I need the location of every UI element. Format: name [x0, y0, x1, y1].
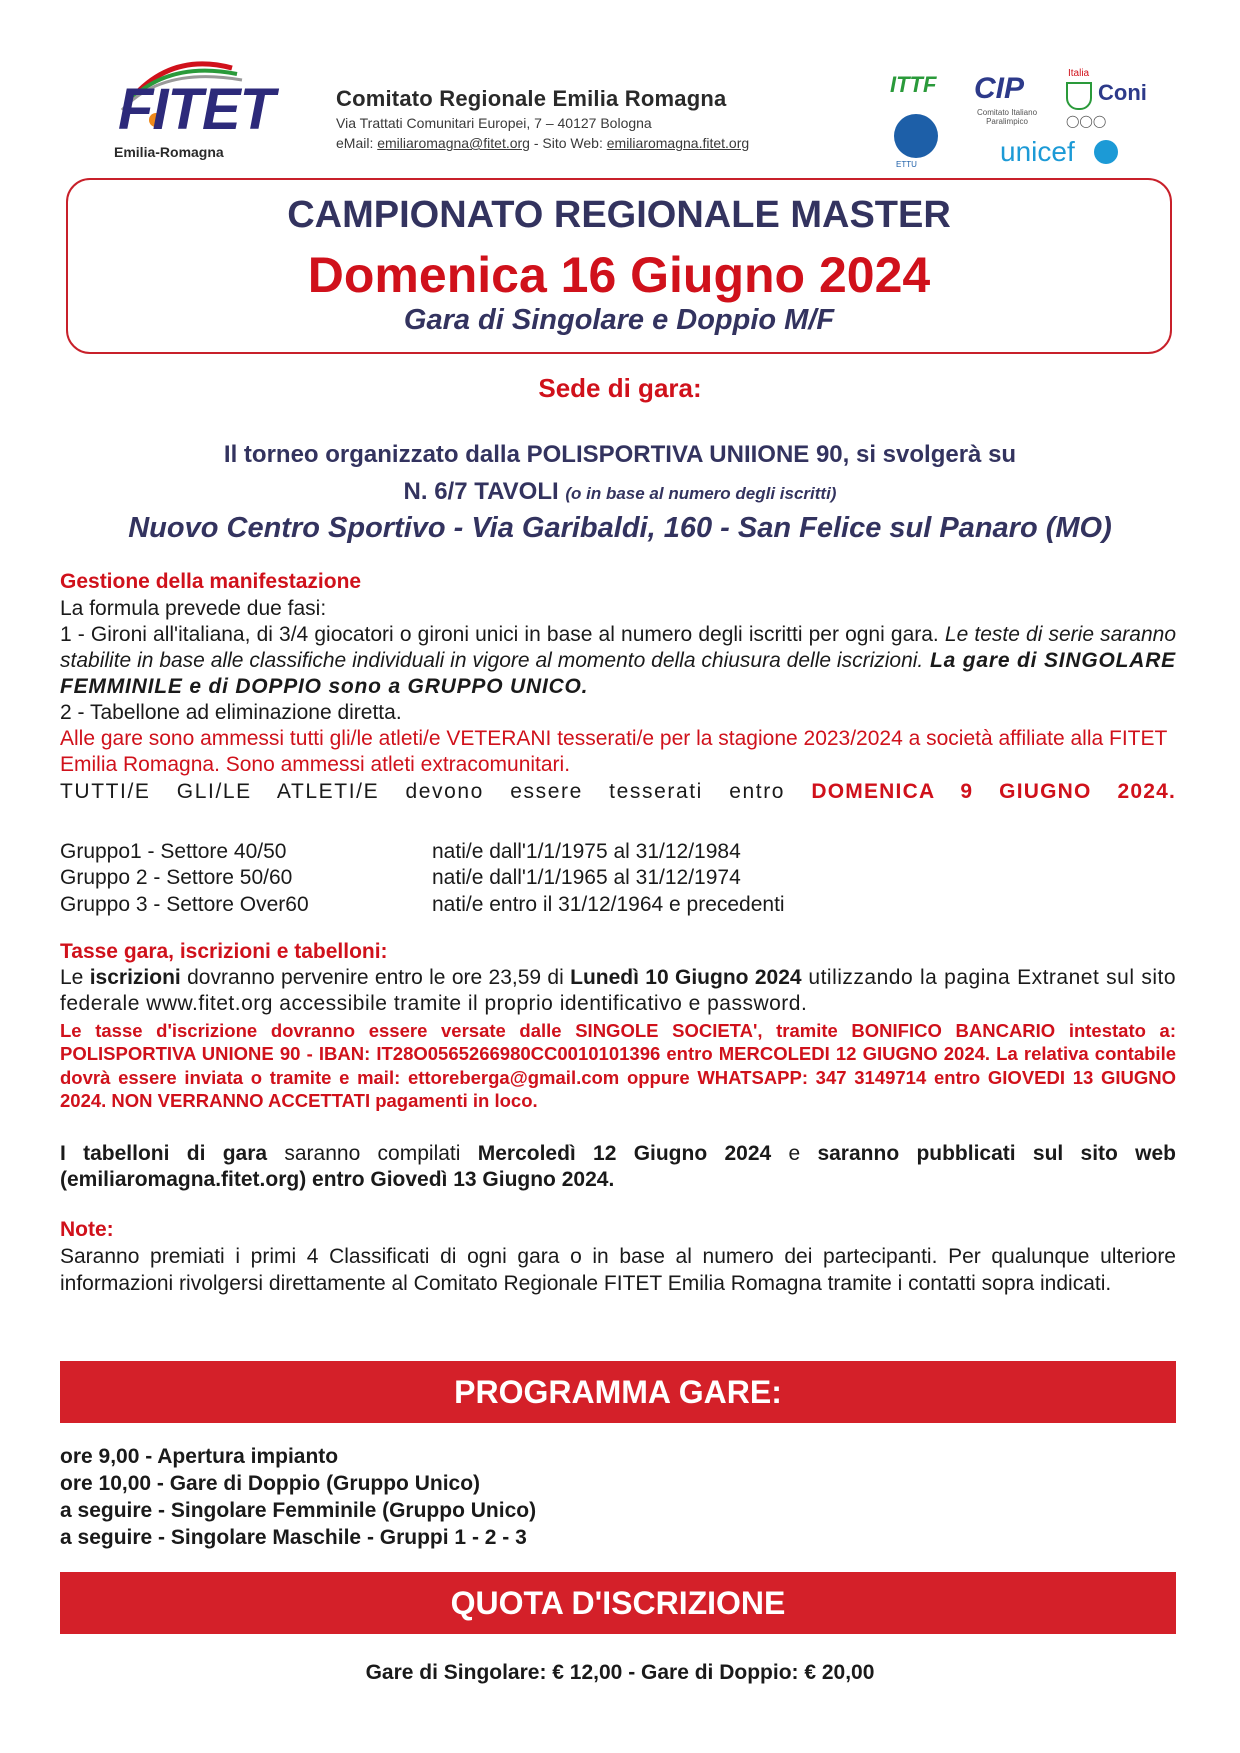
unicef-logo: unicef: [1000, 136, 1075, 167]
quota-text: Gare di Singolare: € 12,00 - Gare di Doppio: € 20,00: [365, 1661, 875, 1684]
gestione-tesseramento: TUTTI/E GLI/LE ATLETI/E devono essere tesserati entro DOMENICA 9 GIUGNO 2024.: [60, 780, 1176, 803]
ettu-label: ETTU: [896, 160, 917, 169]
programma-item: a seguire - Singolare Femminile (Gruppo Unico): [60, 1499, 537, 1522]
logo-wordmark: FITET: [118, 77, 275, 142]
italia-label: Italia: [1068, 68, 1090, 79]
web-link[interactable]: emiliaromagna.fitet.org: [606, 135, 750, 151]
gestione-intro: La formula prevede due fasi:: [60, 597, 327, 620]
olympic-rings-icon: ◯◯◯: [1066, 114, 1107, 128]
venue-heading: Sede di gara:: [538, 373, 702, 403]
mail-link[interactable]: emiliaromagna@fitet.org: [377, 135, 530, 151]
ittf-logo: ITTF: [890, 72, 937, 97]
tasse-tabelloni: I tabelloni di gara saranno compilati Mercoledì 12 Giugno 2024 e saranno pubblicati sul sito web (emiliaromagna.fitet.org) entro Giovedì 13 Giugno 2024.: [60, 1142, 1176, 1191]
quota-banner: QUOTA D'ISCRIZIONE: [60, 1572, 1176, 1634]
cip-logo: CIP: [974, 72, 1025, 105]
fitet-logo: [112, 58, 332, 166]
committee-title: Comitato Regionale Emilia Romagna: [336, 86, 727, 111]
group-1-range: nati/e dall'1/1/1975 al 31/12/1984: [432, 840, 741, 863]
unicef-globe-icon: [1094, 140, 1118, 164]
event-title: CAMPIONATO REGIONALE MASTER: [287, 194, 951, 236]
tasse-heading: Tasse gara, iscrizioni e tabelloni:: [60, 940, 388, 963]
committee-address: Via Trattati Comunitari Europei, 7 – 40127 Bologna: [336, 115, 652, 131]
gestione-fase1: 1 - Gironi all'italiana, di 3/4 giocatori o gironi unici in base al numero degli iscritti per ogni gara. Le teste di serie saranno stabilite in base alle classifiche individuali in vigore al momento della chiusura delle iscrizioni. La gare di SINGOLARE FEMMINILE e di DOPPIO sono a GRUPPO UNICO.: [60, 623, 1177, 698]
programma-item: ore 9,00 - Apertura impianto: [60, 1445, 339, 1468]
venue-address: Nuovo Centro Sportivo - Via Garibaldi, 160 - San Felice sul Panaro (MO): [128, 512, 1112, 544]
tasse-iscrizioni: Le iscrizioni dovranno pervenire entro le ore 23,59 di Lunedì 10 Giugno 2024 utilizzando la pagina Extranet sul sito federale www.fitet.org accessibile tramite il proprio identificativo e password.: [60, 966, 1177, 1015]
organizer-line: Il torneo organizzato dalla POLISPORTIVA UNIIONE 90, si svolgerà su: [223, 441, 1017, 468]
coni-logo: Coni: [1098, 80, 1147, 105]
gestione-heading: Gestione della manifestazione: [60, 570, 362, 593]
programma-banner: PROGRAMMA GARE:: [60, 1361, 1176, 1423]
group-1-name: Gruppo1 - Settore 40/50: [60, 840, 287, 863]
coni-shield-icon: [1066, 82, 1092, 110]
committee-contacts: eMail: emiliaromagna@fitet.org - Sito Web: emiliaromagna.fitet.org: [336, 135, 750, 151]
partner-logos: [890, 62, 1170, 172]
programma-item: ore 10,00 - Gare di Doppio (Gruppo Unico): [60, 1472, 481, 1495]
group-2-name: Gruppo 2 - Settore 50/60: [60, 866, 293, 889]
event-date: Domenica 16 Giugno 2024: [307, 247, 931, 303]
logo-region: Emilia-Romagna: [114, 144, 224, 160]
gestione-ammessi: Alle gare sono ammessi tutti gli/le atleti/e VETERANI tesserati/e per la stagione 2023/2024 a società affiliate alla FITET Emilia Romagna. Sono ammessi atleti extracomunitari.: [60, 727, 1167, 776]
tasse-pagamento: Le tasse d'iscrizione dovranno essere versate dalle SINGOLE SOCIETA', tramite BONIFICO BANCARIO intestato a: POLISPORTIVA UNIONE 90 - IBAN: IT28O0565266980CC0010101396 entro MERCOLEDI 12 GIUGNO 2024. La relativa contabile dovrà essere inviata o tramite e mail: ettoreberga@gmail.com oppure WHATSAPP: 347 3149714 entro GIOVEDI 13 GIUGNO 2024. NON VERRANNO ACCETTATI pagamenti in loco.: [60, 1020, 1176, 1112]
event-subtitle: Gara di Singolare e Doppio M/F: [403, 304, 835, 336]
ettu-logo-icon: [894, 114, 938, 158]
note-heading: Note:: [60, 1218, 114, 1241]
group-3-range: nati/e entro il 31/12/1964 e precedenti: [432, 893, 785, 916]
group-3-name: Gruppo 3 - Settore Over60: [60, 893, 309, 916]
tables-line: N. 6/7 TAVOLI (o in base al numero degli iscritti): [403, 478, 837, 505]
programma-item: a seguire - Singolare Maschile - Gruppi 1 - 2 - 3: [60, 1526, 527, 1549]
note-text: Saranno premiati i primi 4 Classificati di ogni gara o in base al numero dei partecipanti. Per qualunque ulteriore informazioni rivolgersi direttamente al Comitato Regionale FITET Emilia Romagna tramite i contatti sopra indicati.: [60, 1245, 1176, 1295]
group-2-range: nati/e dall'1/1/1965 al 31/12/1974: [432, 866, 741, 889]
gestione-fase2: 2 - Tabellone ad eliminazione diretta.: [60, 701, 402, 724]
cip-label: Comitato Italiano Paralimpico: [976, 108, 1038, 126]
